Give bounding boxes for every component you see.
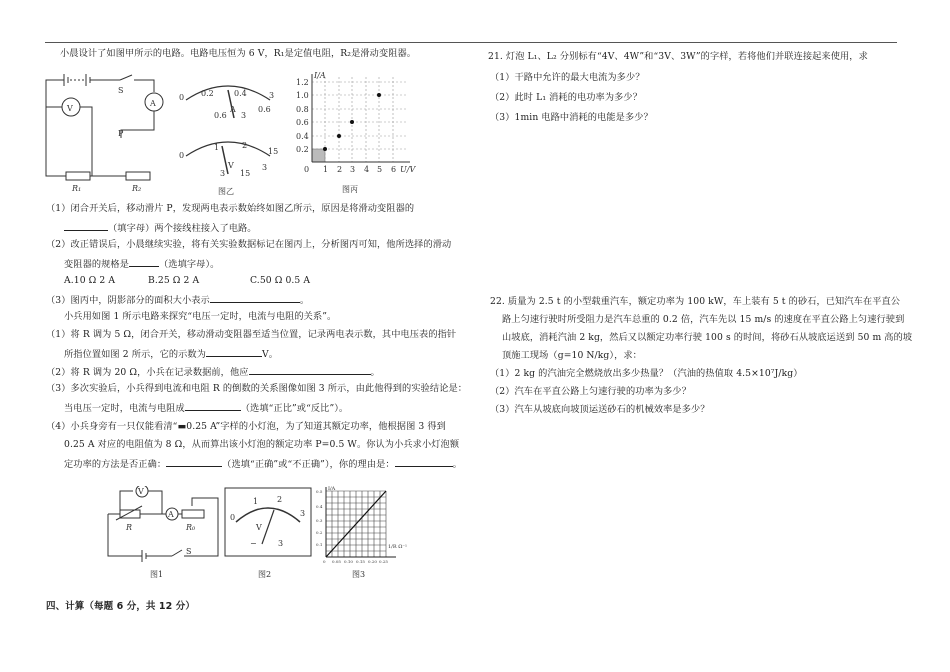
p4c-post: 。 [452, 459, 462, 470]
svg-text:3: 3 [350, 165, 356, 174]
svg-text:0.05: 0.05 [332, 559, 341, 564]
svg-text:1: 1 [214, 143, 220, 152]
svg-text:0.4: 0.4 [316, 504, 323, 509]
figure-2-voltmeter [222, 486, 314, 582]
svg-text:A: A [150, 99, 156, 108]
header-rule [45, 42, 897, 43]
svg-text:4: 4 [364, 165, 370, 174]
svg-text:0.2: 0.2 [316, 530, 323, 535]
q22-line-4: 顶施工现场（g=10 N/kg），求： [502, 350, 642, 361]
p4-text: （4）小兵身旁有一只仅能看清“▬0.25 A”字样的小灯泡，为了知道其额定功率，他根据图 3 得到 [46, 421, 446, 432]
p1-text: （1）将 R 调为 5 Ω，闭合开关，移动滑动变阻器至适当位置，记录两电表示数，其中电压表的指针 [46, 329, 457, 340]
q21-part-2: （2）此时 L₁ 消耗的电功率为多少？ [490, 92, 642, 103]
svg-text:3: 3 [262, 163, 268, 172]
q22-line-3: 山坡底，消耗汽油 2 kg，然后又以额定功率行驶 100 s 的时间，将砂石从坡底运送到 50 m 高的坡 [502, 332, 913, 343]
q22-part-1: （1）2 kg 的汽油完全燃烧放出多少热量？（汽油的热值取 4.5×10⁷J/kg） [490, 368, 803, 379]
q3-post: 。 [299, 295, 310, 306]
section-title: 四、计算（每题 6 分，共 12 分） [46, 601, 195, 612]
svg-text:V: V [67, 104, 73, 113]
p4c-pre: 定功率的方法是否正确： [64, 459, 167, 470]
p3b-pre: 当电压一定时，电流与电阻成 [64, 403, 185, 414]
q2b-pre: 变阻器的规格是 [64, 259, 130, 270]
svg-text:0.15: 0.15 [356, 559, 365, 564]
svg-text:1.2: 1.2 [296, 78, 309, 87]
p3b-line [64, 401, 348, 415]
p1b-post: V。 [262, 349, 279, 360]
p3b-post: （选填“正比”或“反比”）。 [240, 403, 349, 414]
svg-text:0.4: 0.4 [296, 132, 309, 141]
svg-text:1.0: 1.0 [296, 91, 309, 100]
svg-text:0: 0 [179, 151, 185, 160]
svg-text:U/V: U/V [400, 165, 416, 174]
svg-text:0: 0 [230, 513, 236, 522]
p1b-line [64, 347, 278, 361]
svg-text:0.5: 0.5 [316, 489, 323, 494]
p2-line [46, 365, 380, 379]
figure-yi-caption: 图乙 [218, 187, 234, 196]
figure-3-chart [316, 486, 420, 582]
option-a: A.10 Ω 2 A [64, 275, 116, 286]
q2b-post: （选填字母）。 [159, 259, 220, 270]
p4c-line [64, 457, 462, 471]
q1-text: （1）闭合开关后，移动滑片 P，发现两电表示数始终如图乙所示，原因是将滑动变阻器的 [46, 203, 415, 214]
svg-text:A: A [168, 510, 174, 519]
option-c: C.50 Ω 0.5 A [250, 275, 311, 286]
svg-text:0.2: 0.2 [296, 145, 309, 154]
svg-text:I/A: I/A [314, 72, 326, 80]
q21-part-1: （1）干路中允许的最大电流为多少？ [490, 72, 645, 83]
svg-text:S: S [186, 547, 192, 556]
p3-answer-blank[interactable] [185, 401, 241, 411]
figure-3-caption: 图3 [352, 570, 366, 579]
svg-text:15: 15 [268, 147, 279, 156]
p3-text: （3）多次实验后，小兵得到电流和电阻 R 的倒数的关系图像如图 3 所示，由此他得到的实验结论是： [46, 383, 468, 394]
p4b-text: 0.25 A 对应的电阻值为 8 Ω，从而算出该小灯泡的额定功率 P=0.5 W。你认为小兵求小灯泡额 [64, 439, 460, 450]
svg-text:5: 5 [377, 165, 383, 174]
svg-text:6: 6 [391, 165, 397, 174]
q1b-line [64, 221, 257, 235]
svg-text:2: 2 [277, 495, 283, 504]
svg-text:0.1: 0.1 [316, 542, 323, 547]
svg-text:0.6: 0.6 [296, 118, 309, 127]
q2-text: （2）改正错误后，小晨继续实验，将有关实验数据标记在图丙上，分析图丙可知，他所选择的滑动 [46, 239, 452, 250]
svg-text:P: P [118, 129, 124, 138]
part2-intro: 小兵用如图 1 所示电路来探究“电压一定时，电流与电阻的关系”。 [64, 311, 337, 322]
q22-line-2: 路上匀速行驶时所受阻力是汽车总重的 0.2 倍，汽车先以 15 m/s 的速度在平直公路上匀速行驶到 [502, 314, 905, 325]
svg-text:V: V [228, 161, 234, 170]
figure-bing-caption: 图丙 [342, 185, 358, 194]
svg-text:3: 3 [269, 91, 275, 100]
q21-part-3: （3）1min 电路中消耗的电能是多少？ [490, 112, 653, 123]
figure-1-caption: 图1 [150, 570, 164, 579]
q22-part-3: （3）汽车从坡底向坡顶运送砂石的机械效率是多少？ [490, 404, 710, 415]
q3-line [46, 293, 309, 307]
figure-1-circuit [100, 486, 222, 582]
q21-text: 21. 灯泡 L₁、L₂ 分别标有“4V、4W”和“3V、3W”的字样，若将他们并联连接起来使用，求 [488, 51, 868, 62]
svg-text:0.3: 0.3 [316, 518, 323, 523]
svg-text:3: 3 [300, 509, 306, 518]
p1b-pre: 所指位置如图 2 所示，它的示数为 [64, 349, 207, 360]
svg-text:0: 0 [304, 165, 310, 174]
p2-answer-blank[interactable] [249, 365, 371, 375]
svg-text:3: 3 [220, 169, 226, 178]
svg-text:3: 3 [278, 539, 284, 548]
figure-2-caption: 图2 [258, 570, 272, 579]
q3-pre: （3）图丙中，阴影部分的面积大小表示 [46, 295, 210, 306]
svg-text:0: 0 [323, 559, 326, 564]
p4c-mid: （选填“正确”或“不正确”），你的理由是： [222, 459, 395, 470]
svg-text:0.25: 0.25 [379, 559, 388, 564]
svg-text:0.4: 0.4 [234, 89, 247, 98]
p2-post: 。 [370, 367, 380, 378]
svg-text:A: A [230, 105, 236, 114]
p4-reason-blank[interactable] [395, 457, 453, 467]
q22-part-2: （2）汽车在平直公路上匀速行驶的功率为多少？ [490, 386, 691, 397]
p1-answer-blank[interactable] [206, 347, 262, 357]
q22-line-1: 22. 质量为 2.5 t 的小型载重汽车，额定功率为 100 kW，车上装有 5 t 的砂石，已知汽车在平直公 [490, 296, 901, 307]
svg-text:3: 3 [241, 111, 247, 120]
svg-text:0.2: 0.2 [201, 89, 214, 98]
svg-text:0: 0 [179, 93, 185, 102]
svg-text:0.8: 0.8 [296, 105, 309, 114]
svg-text:0.6: 0.6 [214, 111, 227, 120]
q1b-text: （填字母）两个接线柱接入了电路。 [108, 223, 257, 234]
svg-text:0.6: 0.6 [258, 105, 271, 114]
figure-jia-circuit [36, 72, 171, 197]
q2b-line [64, 257, 219, 271]
svg-text:R: R [126, 523, 133, 532]
svg-text:1: 1 [253, 497, 259, 506]
figure-bing-chart [296, 72, 416, 198]
option-b: B.25 Ω 2 A [148, 275, 200, 286]
p4-correct-blank[interactable] [166, 457, 222, 467]
svg-text:15: 15 [240, 169, 251, 178]
q1-answer-blank[interactable] [64, 221, 108, 231]
intro-text: 小晨设计了如图甲所示的电路。电路电压恒为 6 V，R₁是定值电阻，R₂是滑动变阻器。 [60, 48, 417, 59]
svg-text:R₁: R₁ [72, 184, 82, 193]
svg-text:V: V [138, 487, 144, 496]
p2-pre: （2）将 R 调为 20 Ω，小兵在记录数据前，他应 [46, 367, 249, 378]
svg-text:0.20: 0.20 [368, 559, 377, 564]
figure-yi-meters [176, 78, 281, 196]
svg-text:2: 2 [337, 165, 343, 174]
svg-text:S: S [118, 86, 124, 95]
svg-text:1: 1 [323, 165, 329, 174]
svg-text:0.10: 0.10 [344, 559, 353, 564]
svg-text:1/R Ω⁻¹: 1/R Ω⁻¹ [388, 544, 408, 550]
svg-text:I/A: I/A [328, 486, 336, 492]
q3-answer-blank[interactable] [210, 293, 300, 303]
q2-answer-blank[interactable] [129, 257, 159, 267]
svg-text:R₀: R₀ [186, 523, 196, 532]
svg-text:V: V [256, 523, 262, 532]
svg-text:R₂: R₂ [132, 184, 142, 193]
svg-text:2: 2 [242, 141, 248, 150]
svg-text:−: − [250, 539, 257, 548]
